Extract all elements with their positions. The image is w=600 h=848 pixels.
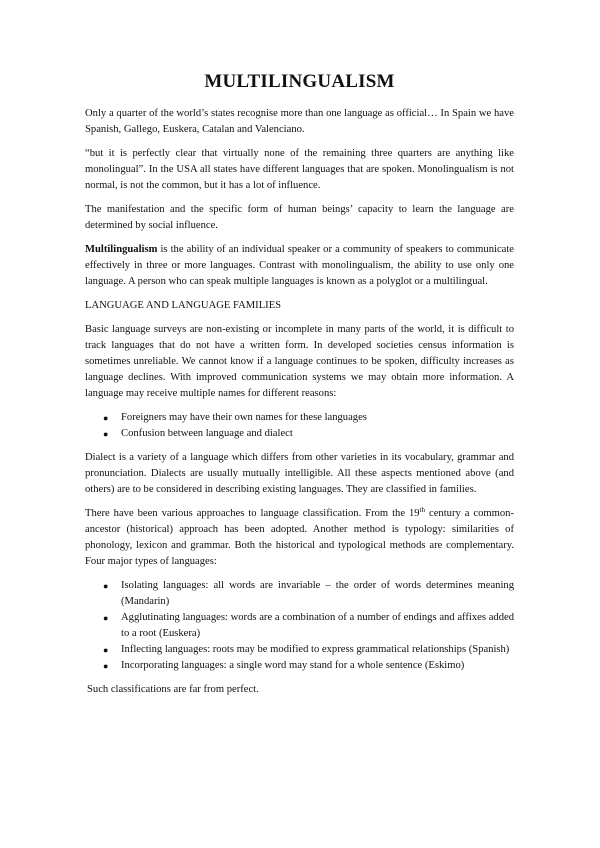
bullet-icon: ●: [103, 613, 109, 623]
language-types-list: [85, 578, 514, 674]
paragraph-multilingualism-definition: [85, 242, 514, 290]
definition-text: is the ability of an individual speaker or a community of speakers to communicate effectively in three or more languages. Contrast with monolingualism, the ability to use only one language. A person who can speak multiple languages is known as a polyglot or a multilingual.: [85, 244, 514, 287]
list-item: ● Inflecting languages: roots may be modified to express grammatical relationships (Spanish): [121, 642, 514, 658]
paragraph-monolingual-quote: “but it is perfectly clear that virtually none of the remaining three quarters are anything like monolingual”. In the USA all states have different languages that are spoken. Monolingualism is not normal, is not the common, but it has a lot of influence.: [85, 148, 514, 191]
paragraph-classification: There have been various approaches to language classification. From the 19th century a common-ancestor (historical) approach has been adopted. Another method is typology: similarities of phonology, lexicon and grammar. Both the historical and typological methods are complementary. Four major types of languages:: [85, 506, 514, 567]
section-heading: LANGUAGE AND LANGUAGE FAMILIES: [85, 300, 282, 311]
list-item: ● Isolating languages: all words are invariable – the order of words determines meaning (Mandarin): [103, 580, 514, 607]
term-multilingualism: Multilingualism: [85, 244, 158, 255]
bullet-icon: ●: [103, 413, 109, 423]
bullet-icon: ●: [103, 661, 109, 671]
page-title: MULTILINGUALISM: [204, 71, 395, 92]
bullet-icon: ●: [103, 645, 109, 655]
bullet-icon: ●: [103, 581, 109, 591]
list-item: ● Incorporating languages: a single word may stand for a whole sentence (Eskimo): [121, 658, 514, 674]
paragraph-official-languages: Only a quarter of the world’s states recognise more than one language as official… In Spain we have Spanish, Gallego, Euskera, Catalan and Valenciano.: [85, 108, 514, 135]
superscript-th: th: [419, 506, 426, 514]
list-item: ● Confusion between language and dialect: [121, 426, 514, 442]
paragraph-conclusion: Such classifications are far from perfect.: [87, 684, 259, 695]
paragraph-dialect: Dialect is a variety of a language which differs from other varieties in its vocabulary, grammar and pronunciation. Dialects are usually mutually intelligible. All these aspects mentioned above (and others) are to be considered in describing existing languages. They are classified in families.: [85, 452, 514, 495]
bullet-icon: ●: [103, 429, 109, 439]
list-item: ● Agglutinating languages: words are a combination of a number of endings and affixes added to a root (Euskera): [103, 612, 514, 639]
paragraph-social-influence: The manifestation and the specific form of human beings’ capacity to learn the language are determined by social influence.: [85, 204, 514, 231]
paragraph-language-surveys: Basic language surveys are non-existing or incomplete in many parts of the world, it is difficult to track languages that do not have a written form. In developed societies census information is sometimes unreliable. We cannot know if a language continues to be spoken, difficulty increases as language declines. With improved communication systems we may obtain more information. A language may receive multiple names for different reasons:: [85, 324, 514, 399]
document-page: [85, 70, 514, 706]
reasons-list: [85, 410, 514, 442]
list-item: ● Foreigners may have their own names for these languages: [121, 410, 514, 426]
